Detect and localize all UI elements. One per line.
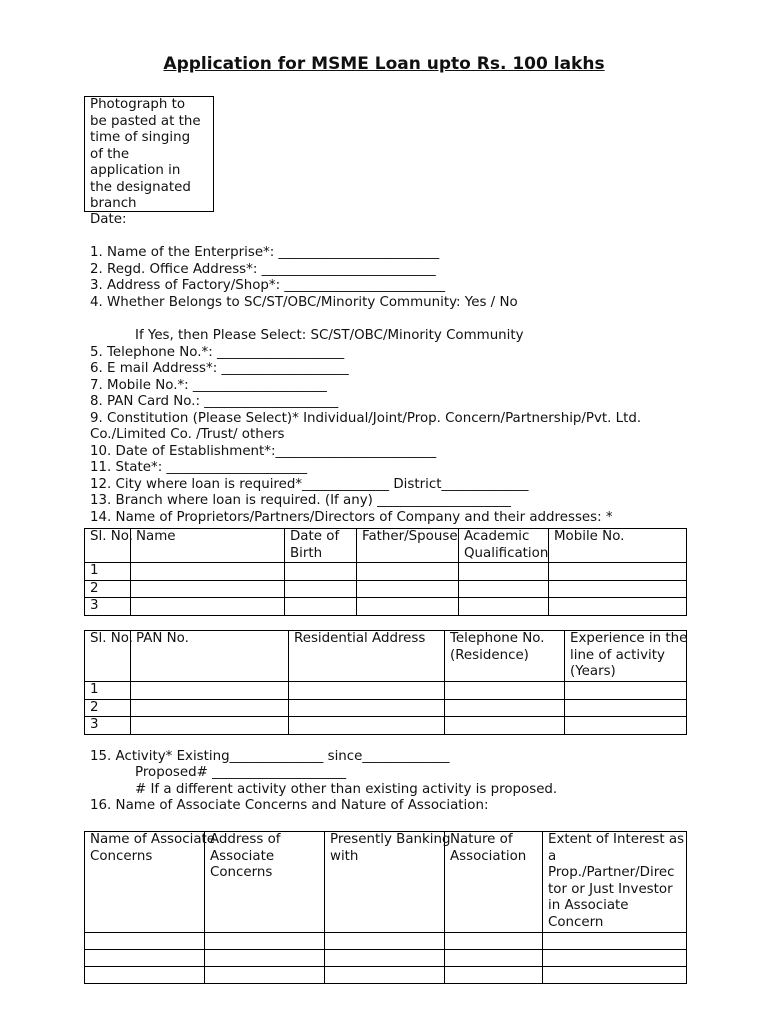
col-header: Sl. No. [85, 631, 131, 682]
table-header-row [85, 631, 687, 682]
field-pan: 8. PAN Card No.: ____________________ [90, 394, 339, 409]
proprietors-table [84, 528, 687, 616]
table-row [85, 717, 687, 735]
field-regd-office: 2. Regd. Office Address*: __________________________ [90, 262, 436, 277]
col-header: Mobile No. [549, 529, 687, 563]
field-email: 6. E mail Address*: ___________________ [90, 361, 349, 376]
col-header: Date of Birth [285, 529, 357, 563]
col-header: Name [131, 529, 285, 563]
photo-box-line: time of singing [90, 130, 191, 145]
col-header: Academic Qualification [459, 529, 549, 563]
associate-concerns-table [84, 831, 687, 984]
field-community-select: If Yes, then Please Select: SC/ST/OBC/Minority Community [135, 328, 524, 343]
photo-box-line: Photograph to [90, 97, 186, 112]
table-row [85, 967, 687, 984]
row-number: 1 [85, 682, 131, 700]
photograph-box [84, 96, 214, 212]
field-activity-note: # If a different activity other than existing activity is proposed. [135, 782, 558, 797]
field-proprietors: 14. Name of Proprietors/Partners/Directors of Company and their addresses: * [90, 510, 613, 525]
row-number: 1 [85, 563, 131, 581]
field-mobile: 7. Mobile No.*: ____________________ [90, 378, 327, 393]
col-header: Sl. No. [85, 529, 131, 563]
field-branch: 13. Branch where loan is required. (If any) ____________________ [90, 493, 512, 508]
document-title: Application for MSME Loan upto Rs. 100 lakhs [163, 54, 605, 74]
table-header-row [85, 832, 687, 933]
col-header: Experience in the line of activity (Years) [565, 631, 687, 682]
col-header: PAN No. [131, 631, 289, 682]
pan-table [84, 630, 687, 735]
table-row [85, 563, 687, 581]
table-row [85, 933, 687, 950]
col-header: Residential Address [289, 631, 445, 682]
field-state: 11. State*: _____________________ [90, 460, 308, 475]
col-header: Telephone No. (Residence) [445, 631, 565, 682]
table-row [85, 580, 687, 598]
table-row [85, 699, 687, 717]
date-label: Date: [90, 212, 127, 227]
field-constitution: 9. Constitution (Please Select)* Individual/Joint/Prop. Concern/Partnership/Pvt. Ltd. [90, 411, 642, 426]
photo-box-line: the designated [90, 179, 191, 195]
field-activity: 15. Activity* Existing______________ since_____________ [90, 749, 450, 764]
field-enterprise-name: 1. Name of the Enterprise*: ________________________ [90, 245, 440, 260]
col-header: Extent of Interest as a Prop./Partner/Direc tor or Just Investor in Associate Concern [543, 832, 687, 933]
table-row [85, 598, 687, 616]
field-factory-address: 3. Address of Factory/Shop*: ________________________ [90, 278, 446, 293]
field-telephone: 5. Telephone No.*: ___________________ [90, 345, 345, 360]
field-community: 4. Whether Belongs to SC/ST/OBC/Minority Community: Yes / No [90, 295, 518, 310]
row-number: 2 [85, 699, 131, 717]
row-number: 3 [85, 598, 131, 616]
table-header-row [85, 529, 687, 563]
photo-box-line: be pasted at the [90, 113, 201, 129]
col-header: Address of Associate Concerns [205, 832, 325, 933]
photo-box-line: application in [90, 163, 181, 178]
table-row [85, 950, 687, 967]
row-number: 3 [85, 717, 131, 735]
field-activity-proposed: Proposed# ____________________ [135, 765, 347, 780]
field-associate-concerns: 16. Name of Associate Concerns and Nature of Association: [90, 798, 489, 813]
col-header: Nature of Association [445, 832, 543, 933]
col-header: Father/Spouse [357, 529, 459, 563]
field-constitution-cont: Co./Limited Co. /Trust/ others [90, 427, 285, 442]
col-header: Presently Banking with [325, 832, 445, 933]
col-header: Name of Associate Concerns [85, 832, 205, 933]
table-row [85, 682, 687, 700]
field-establishment-date: 10. Date of Establishment*:________________________ [90, 444, 437, 459]
field-city-district: 12. City where loan is required*_____________ District_____________ [90, 477, 529, 492]
photo-box-line: of the [90, 146, 130, 162]
row-number: 2 [85, 580, 131, 598]
photo-box-line: branch [90, 196, 137, 211]
